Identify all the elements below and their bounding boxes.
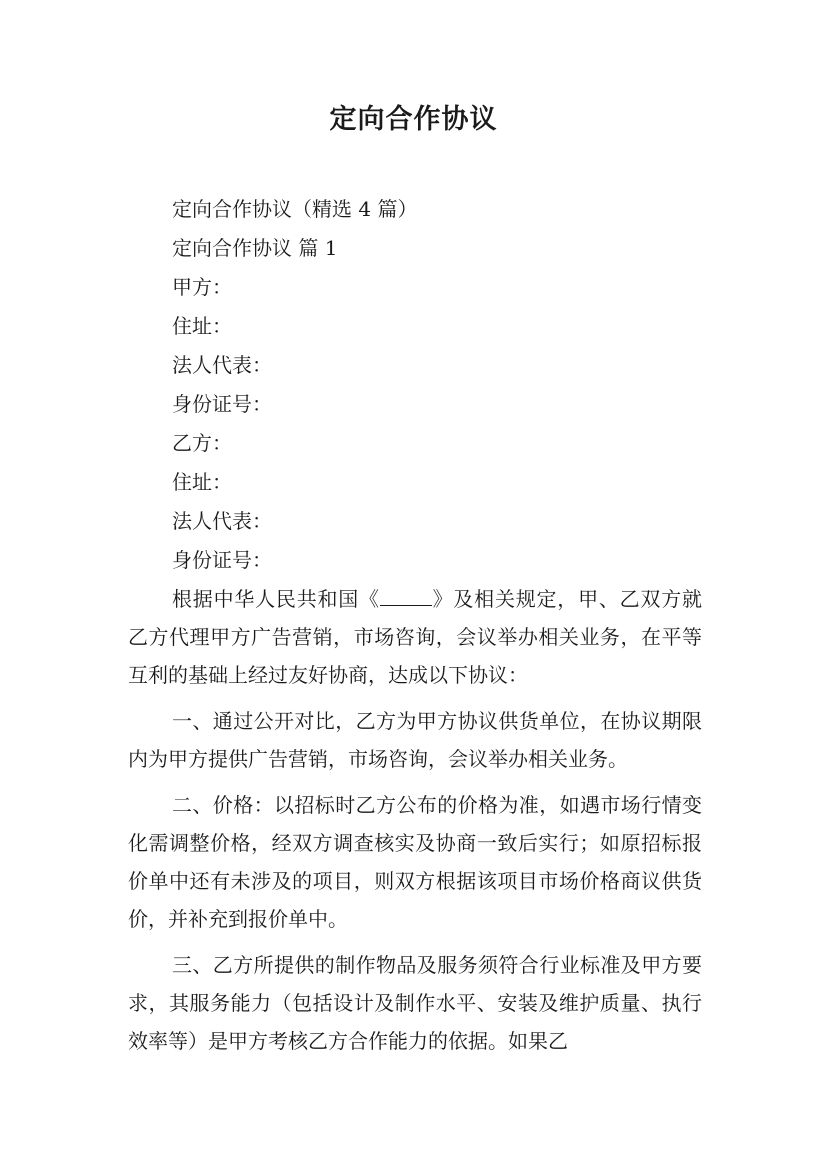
document-body [128, 190, 702, 1068]
party-b-address-label: 住址： [172, 470, 232, 494]
section-heading: 定向合作协议 篇 1 [172, 236, 338, 260]
subtitle-line: 定向合作协议（精选 4 篇） [172, 197, 418, 221]
document-title: 定向合作协议 [329, 104, 498, 135]
intro-text-after: 》及相关规定，甲、乙双方就乙方代理甲方广告营销，市场咨询，会议举办相关业务，在平等互利的基础上经过友好协商，达成以下协议： [128, 587, 703, 687]
clause-2: 二、价格：以招标时乙方公布的价格为准，如遇市场行情变化需调整价格，经双方调查核实及协商一致后实行；如原招标报价单中还有未涉及的项目，则双方根据该项目市场价格商议供货价，并补充到报价单中。 [128, 793, 702, 931]
party-a-id-label: 身份证号： [172, 392, 272, 416]
clause-3: 三、乙方所提供的制作物品及服务须符合行业标准及甲方要求，其服务能力（包括设计及制作水平、安装及维护质量、执行效率等）是甲方考核乙方合作能力的依据。如果乙 [128, 953, 702, 1053]
intro-paragraph [128, 580, 702, 694]
party-b-id-label: 身份证号： [172, 548, 272, 572]
clause-1: 一、通过公开对比，乙方为甲方协议供货单位，在协议期限内为甲方提供广告营销，市场咨询，会议举办相关业务。 [128, 709, 702, 771]
law-name-blank [380, 583, 432, 606]
party-a-label: 甲方： [172, 275, 232, 299]
party-a-address-label: 住址： [172, 314, 232, 338]
intro-text-before: 根据中华人民共和国《 [172, 587, 380, 611]
party-b-label: 乙方： [172, 431, 232, 455]
party-b-legal-rep-label: 法人代表： [172, 509, 272, 533]
party-a-legal-rep-label: 法人代表： [172, 353, 272, 377]
